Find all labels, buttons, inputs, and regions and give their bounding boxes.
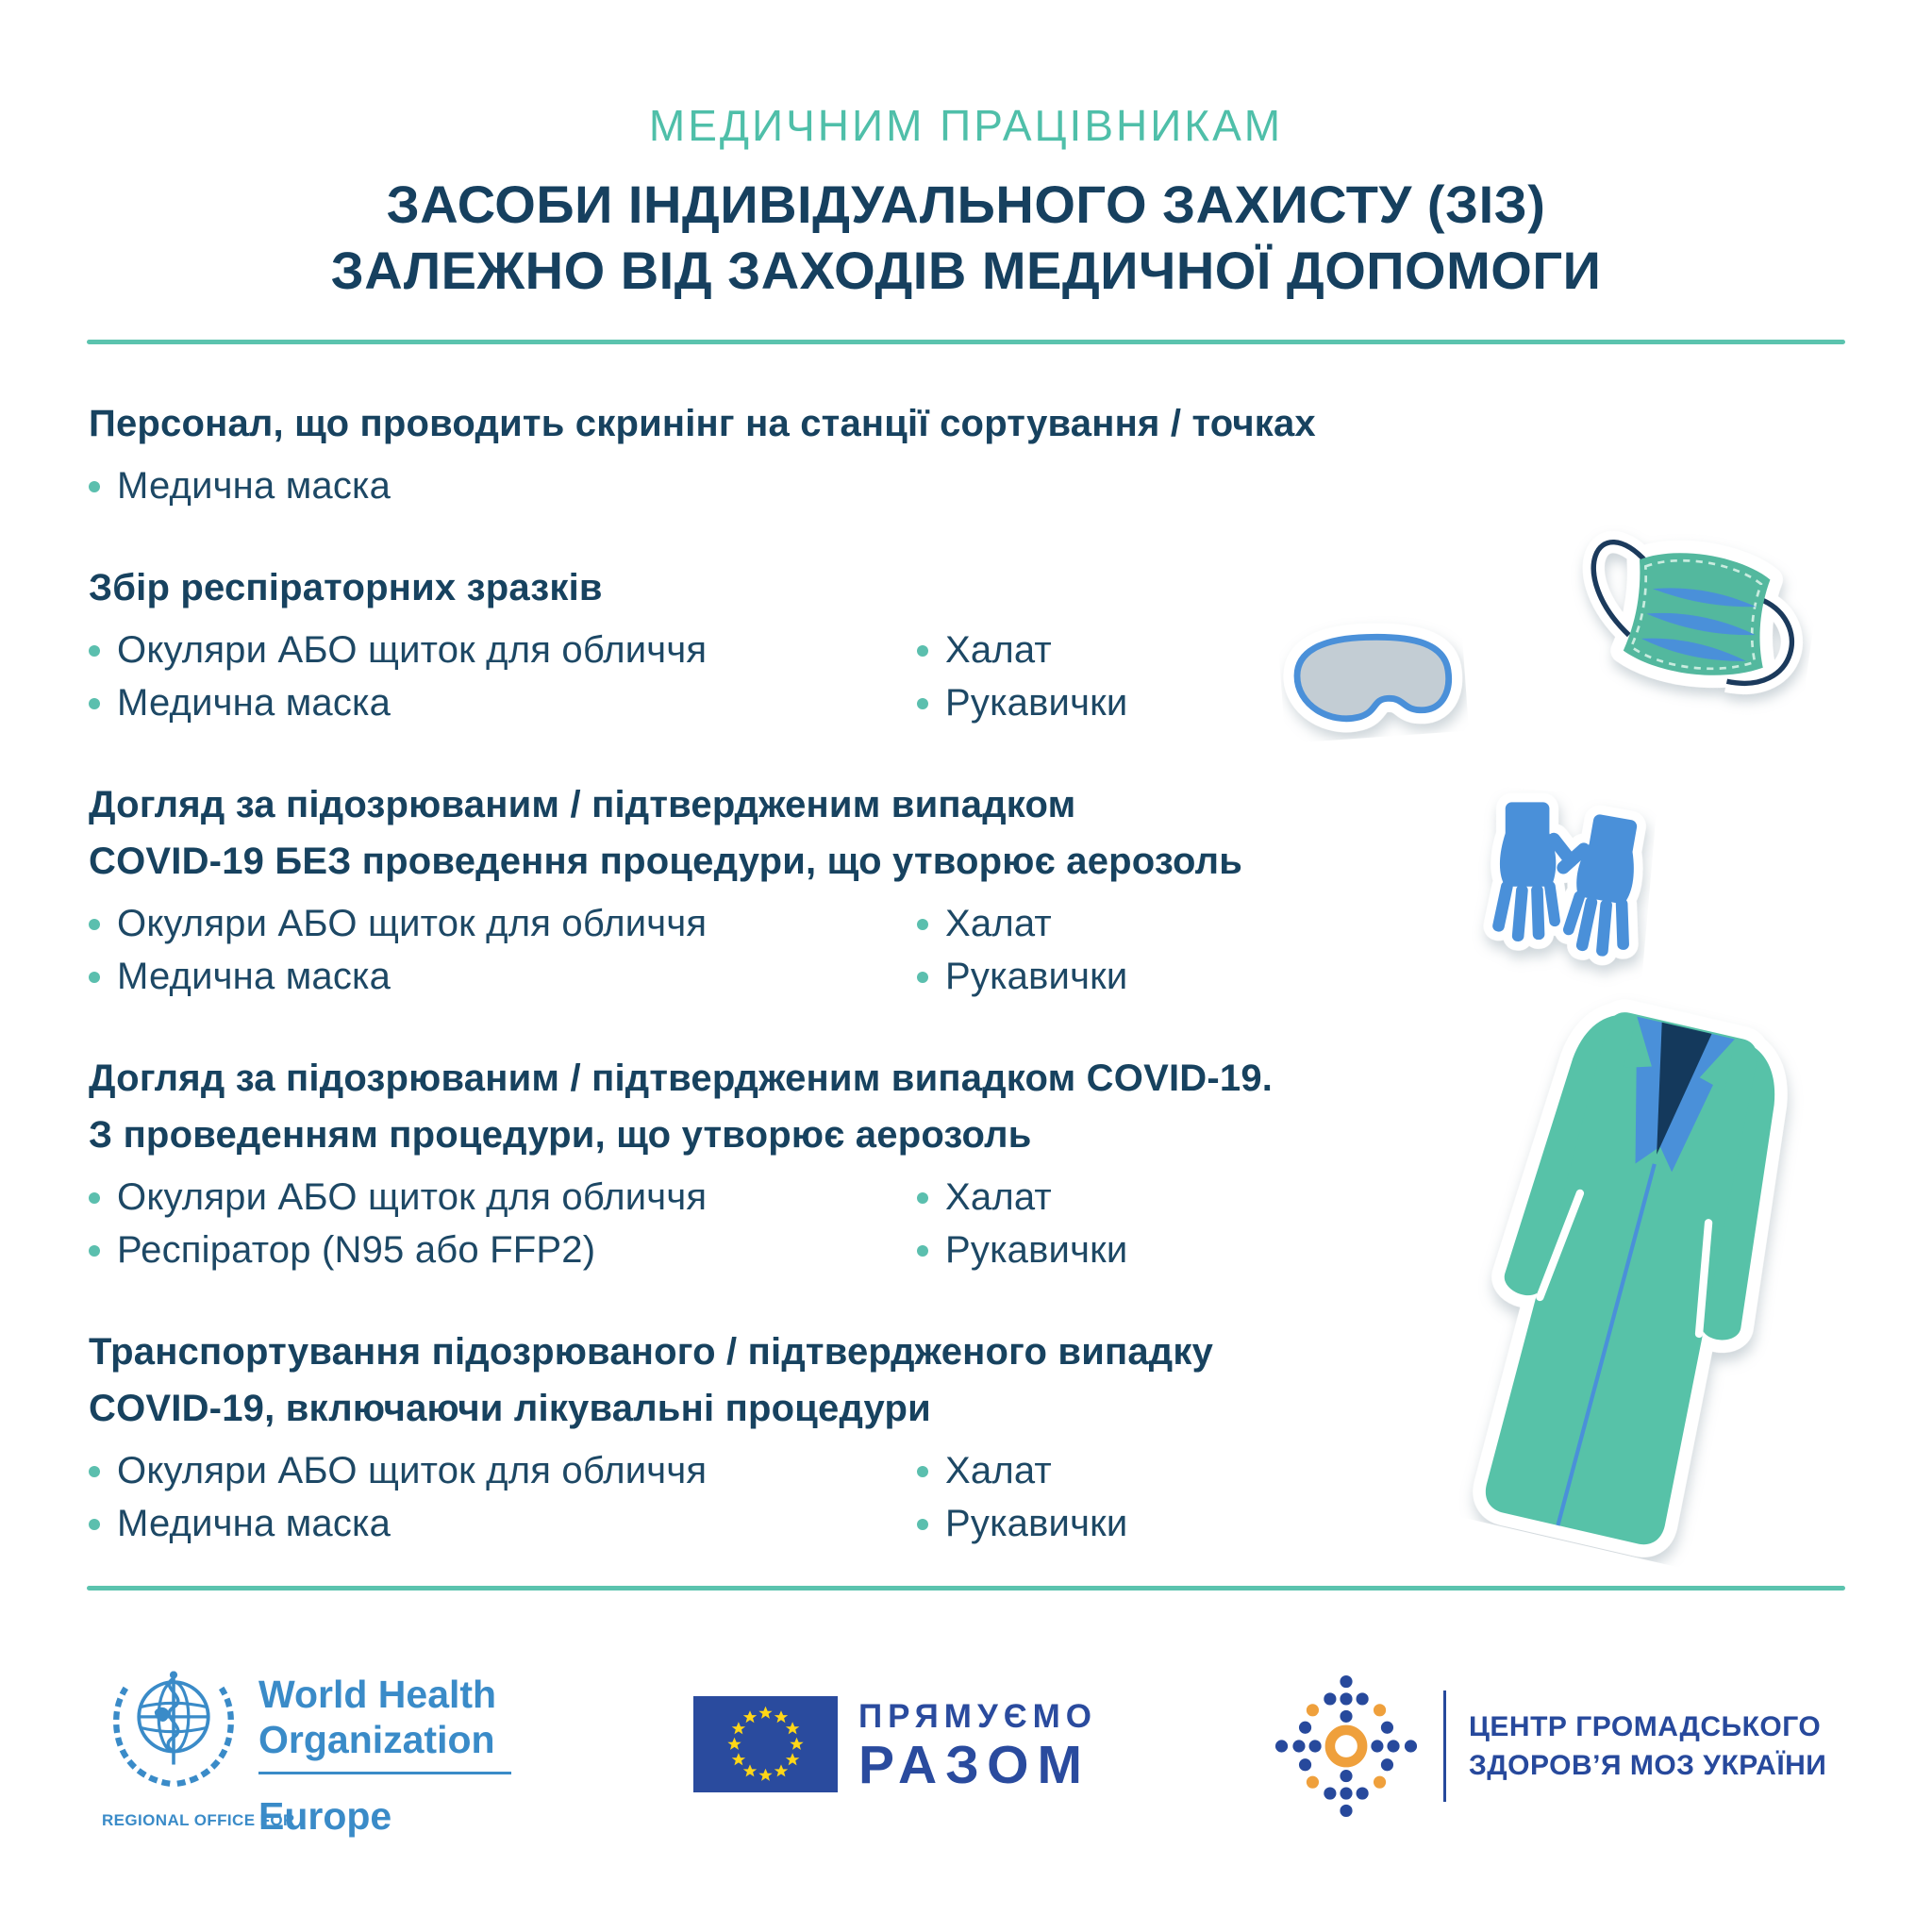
section-heading-line: Догляд за підозрюваним / підтвердженим випадком COVID-19. — [89, 1057, 1274, 1099]
who-emblem-icon — [102, 1655, 245, 1798]
bullet-dot-icon — [89, 645, 100, 657]
bullet-dot-icon — [89, 1245, 100, 1257]
bullet-label: Медична маска — [117, 682, 391, 724]
who-region-label: Europe — [258, 1794, 392, 1838]
list-item — [89, 682, 917, 725]
phc-logo — [1272, 1672, 1826, 1821]
phc-emblem-icon — [1272, 1672, 1421, 1821]
bullet-dot-icon — [917, 1245, 928, 1257]
goggles-icon — [1276, 597, 1470, 757]
bullet-label: Медична маска — [117, 1503, 391, 1545]
bullet-label: Рукавички — [945, 1229, 1128, 1272]
who-underline — [258, 1772, 511, 1774]
bullet-label: Рукавички — [945, 1503, 1128, 1545]
who-office-label: REGIONAL OFFICE FOR — [102, 1811, 295, 1829]
page-title-line: ЗАСОБИ ІНДИВІДУАЛЬНОГО ЗАХИСТУ (ЗІЗ) — [386, 175, 1546, 234]
bullet-label: Медична маска — [117, 465, 391, 508]
section-heading-line: Персонал, що проводить скринінг на станції сортування / точках — [89, 402, 1316, 444]
eu-wordmark — [858, 1696, 1097, 1794]
bullet-label: Окуляри АБО щиток для обличчя — [117, 1450, 708, 1492]
eyebrow-text: МЕДИЧНИМ ПРАЦІВНИКАМ — [648, 101, 1284, 150]
eu-wordmark-line: РАЗОМ — [858, 1735, 1091, 1795]
divider-line — [87, 1586, 1845, 1591]
gloves-sticker — [1466, 785, 1657, 1001]
list-item — [89, 956, 917, 999]
page-title — [0, 172, 1932, 304]
goggles-sticker — [1276, 597, 1471, 761]
section-heading-line: Догляд за підозрюваним / підтвердженим випадком — [89, 783, 1076, 825]
bullet-dot-icon — [89, 1192, 100, 1204]
list-item — [89, 1229, 917, 1273]
who-name-line: Organization — [258, 1718, 495, 1761]
section-heading-line: Транспортування підозрюваного / підтвердженого випадку — [89, 1330, 1214, 1373]
who-wordmark — [258, 1655, 511, 1798]
eu-logo — [693, 1696, 1097, 1794]
bullet-label: Халат — [945, 1176, 1052, 1219]
header — [0, 0, 1932, 304]
bullet-dot-icon — [917, 1466, 928, 1477]
bullet-dot-icon — [89, 1466, 100, 1477]
section-heading — [89, 776, 1932, 890]
bullet-label: Окуляри АБО щиток для обличчя — [117, 903, 708, 945]
list-item — [89, 1503, 917, 1546]
bullet-label: Респіратор (N95 або FFP2) — [117, 1229, 596, 1272]
gloves-icon — [1466, 785, 1657, 996]
who-logo — [102, 1655, 511, 1839]
divider-line — [87, 340, 1845, 344]
phc-wordmark — [1469, 1707, 1826, 1785]
list-item — [917, 682, 1127, 725]
section-heading-line: Збір респіраторних зразків — [89, 566, 603, 608]
list-item — [89, 465, 917, 508]
list-item — [89, 1176, 917, 1220]
bullet-dot-icon — [89, 481, 100, 492]
bullet-dot-icon — [89, 972, 100, 983]
list-item — [917, 1229, 1127, 1273]
section-heading-line: З проведенням процедури, що утворює аерозоль — [89, 1113, 1032, 1156]
medical-mask-icon — [1545, 497, 1826, 738]
bullet-dot-icon — [917, 1519, 928, 1530]
phc-divider-line — [1443, 1690, 1446, 1802]
section-heading — [89, 395, 1932, 452]
bullet-dot-icon — [917, 698, 928, 709]
bullet-dot-icon — [89, 1519, 100, 1530]
eu-wordmark-line: ПРЯМУЄМО — [858, 1698, 1097, 1735]
page-title-line: ЗАЛЕЖНО ВІД ЗАХОДІВ МЕДИЧНОЇ ДОПОМОГИ — [330, 241, 1602, 300]
bullet-label: Рукавички — [945, 682, 1128, 724]
bullet-dot-icon — [89, 698, 100, 709]
list-item — [917, 1450, 1127, 1493]
who-name — [258, 1655, 511, 1762]
section-screening — [89, 395, 1932, 508]
bullet-list — [89, 465, 1932, 508]
bullet-label: Халат — [945, 629, 1052, 672]
bullet-dot-icon — [917, 645, 928, 657]
bullet-label: Медична маска — [117, 956, 391, 998]
bullet-dot-icon — [917, 972, 928, 983]
list-item — [917, 1503, 1127, 1546]
phc-wordmark-line: ЗДОРОВ’Я МОЗ УКРАЇНИ — [1469, 1750, 1827, 1781]
list-item — [917, 956, 1127, 999]
section-heading-line: COVID-19, включаючи лікувальні процедури — [89, 1387, 931, 1429]
list-item — [917, 629, 1127, 673]
bullet-label: Окуляри АБО щиток для обличчя — [117, 1176, 708, 1219]
section-heading-line: COVID-19 БЕЗ проведення процедури, що утворює аерозоль — [89, 840, 1243, 882]
bullet-dot-icon — [917, 919, 928, 930]
eu-flag-icon — [693, 1696, 838, 1792]
bullet-label: Окуляри АБО щиток для обличчя — [117, 629, 708, 672]
bullet-list — [89, 903, 1932, 999]
bullet-dot-icon — [917, 1192, 928, 1204]
bullet-label: Халат — [945, 1450, 1052, 1492]
list-item — [917, 1176, 1127, 1220]
list-item — [89, 629, 917, 673]
bullet-dot-icon — [89, 919, 100, 930]
phc-wordmark-line: ЦЕНТР ГРОМАДСЬКОГО — [1469, 1711, 1822, 1742]
bullet-label: Халат — [945, 903, 1052, 945]
bullet-label: Рукавички — [945, 956, 1128, 998]
list-item — [89, 903, 917, 946]
medical-mask-sticker — [1545, 497, 1827, 742]
who-name-line: World Health — [258, 1673, 497, 1716]
list-item — [917, 903, 1127, 946]
list-item — [89, 1450, 917, 1493]
